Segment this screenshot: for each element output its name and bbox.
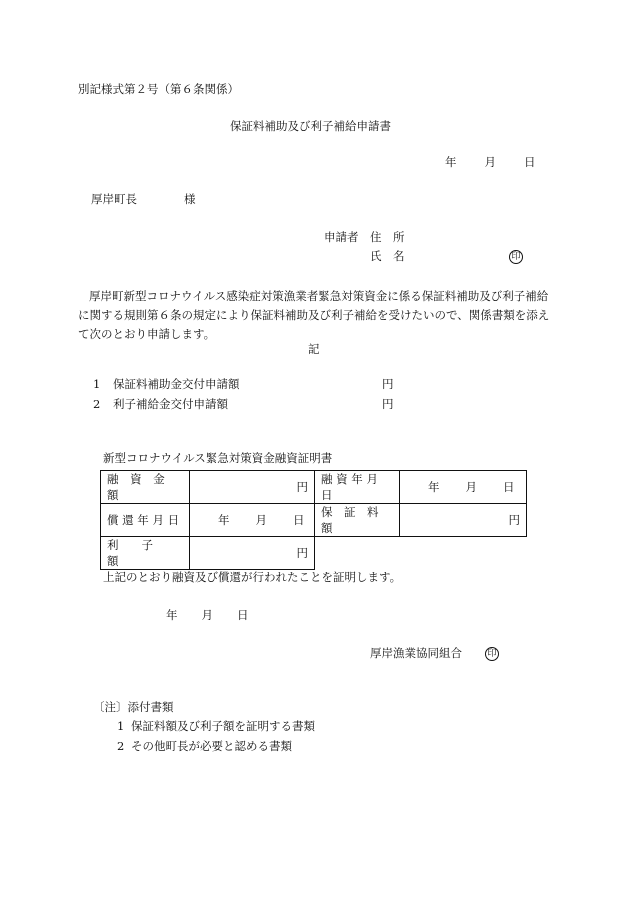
guarantee-fee-label [315,504,400,537]
applicant-label: 申請者 [324,230,359,244]
repay-date-label-text: 償 還 年 月 日 [107,513,180,527]
note-1-text: 保証料額及び利子額を証明する書類 [131,719,315,733]
loan-amount-unit: 円 [296,480,308,494]
issuer-name: 厚岸漁業協同組合 [370,646,462,660]
certificate-date-day: 日 [237,608,249,622]
guarantee-fee-label-text: 保 証 料 額 [321,505,390,535]
loan-date-year: 年 [428,480,440,494]
item-1-number: 1 [93,377,101,391]
date-line [445,156,536,170]
seal-mark: 印 [485,647,499,661]
addressee-honorific: 様 [184,192,196,206]
applicant-name-label: 氏 名 [370,249,405,263]
repay-date-label [101,504,190,537]
loan-date-month: 月 [465,480,477,494]
loan-date-label-text: 融 資 年 月 日 [321,472,378,502]
note-2-number: 2 [117,739,125,753]
empty-cell [315,537,400,570]
repay-date-day: 日 [293,513,305,527]
note-1-number: 1 [117,719,125,733]
ki-heading: 記 [308,342,320,356]
repay-date-month: 月 [255,513,267,527]
item-2-label: 利子補給金交付申請額 [113,397,228,411]
interest-label-text: 利 子 額 [107,538,176,568]
loan-amount-label-text: 融 資 金 額 [107,472,169,502]
certificate-title: 新型コロナウイルス緊急対策資金融資証明書 [103,451,333,465]
applicant-seal [509,249,523,264]
certificate-table [100,470,527,570]
loan-date-day: 日 [503,480,515,494]
guarantee-fee-unit: 円 [508,513,520,527]
interest-unit: 円 [296,546,308,560]
empty-cell [400,537,527,570]
certificate-date [166,609,249,623]
interest-value [190,537,315,570]
guarantee-fee-value [400,504,527,537]
loan-date-label [315,471,400,504]
repay-date-value [190,504,315,537]
date-year: 年 [445,155,457,169]
date-day: 日 [524,155,536,169]
loan-amount-value [190,471,315,504]
note-2-text: その他町長が必要と認める書類 [131,739,292,753]
item-1-label: 保証料補助金交付申請額 [113,377,240,391]
table-row [101,504,527,537]
table-row [101,537,527,570]
issuer-seal [485,646,499,661]
notes-header: 〔注〕添付書類 [93,700,174,714]
item-2-number: 2 [93,397,101,411]
loan-date-value [400,471,527,504]
addressee-name: 厚岸町長 [91,192,137,206]
date-month: 月 [484,155,496,169]
form-label: 別記様式第２号（第６条関係） [78,82,239,96]
item-1-unit: 円 [382,377,394,391]
seal-mark: 印 [509,250,523,264]
repay-date-year: 年 [218,513,230,527]
loan-amount-label [101,471,190,504]
body-text: 厚岸町新型コロナウイルス感染症対策漁業者緊急対策資金に係る保証料補助及び利子補給に関する規則第６条の規定により保証料補助及び利子補給を受けたいので、関係書類を添えて次のとおり申請します。 [78,289,550,341]
document-title: 保証料補助及び利子補給申請書 [230,119,391,133]
certificate-date-year: 年 [166,608,178,622]
applicant-address-label: 住 所 [370,230,405,244]
item-2-unit: 円 [382,397,394,411]
table-row [101,471,527,504]
certificate-date-month: 月 [201,608,213,622]
certificate-statement: 上記のとおり融資及び償還が行われたことを証明します。 [103,570,402,584]
interest-label [101,537,190,570]
